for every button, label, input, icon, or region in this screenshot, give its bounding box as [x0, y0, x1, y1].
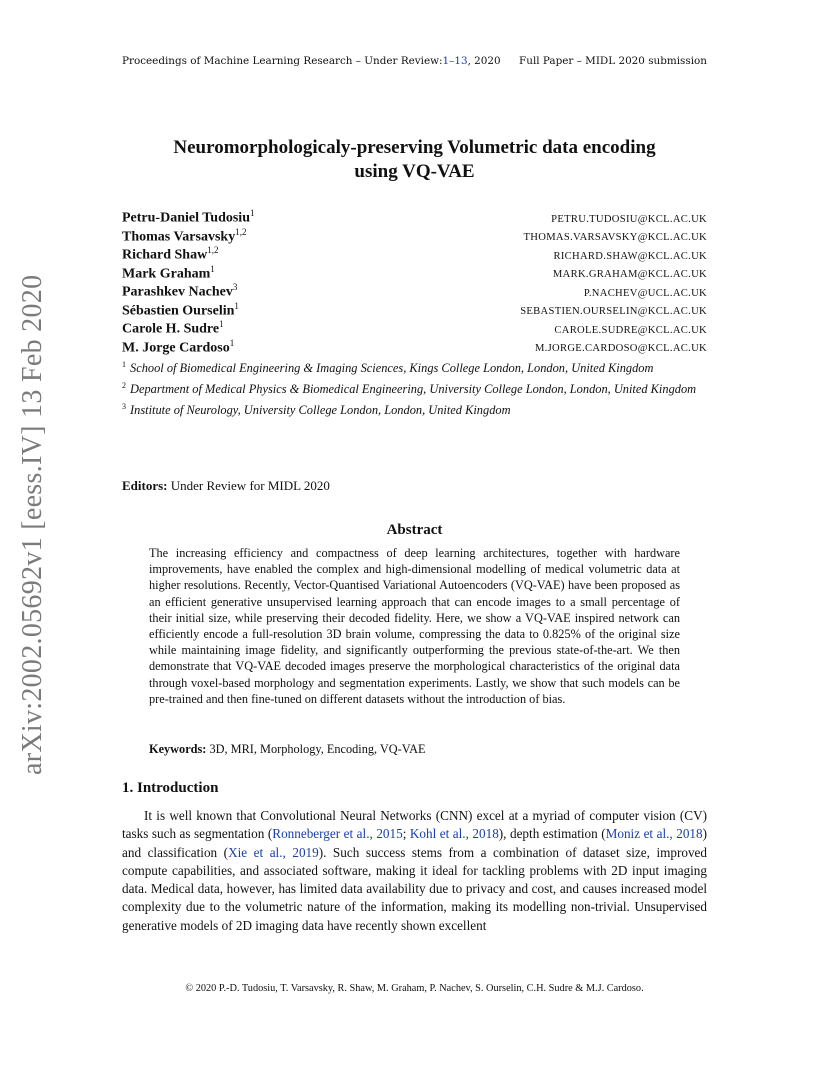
author-email: P.NACHEV@UCL.AC.UK	[583, 287, 707, 299]
author-email: CAROLE.SUDRE@KCL.AC.UK	[554, 324, 707, 336]
affiliation: $^1$ School of Biomedical Engineering & Imaging Sciences, Kings College London, London, United Kingdom	[122, 360, 654, 376]
author-name: Richard Shaw$^{1,2}$	[122, 245, 219, 263]
author-list	[122, 208, 707, 356]
author-row	[122, 264, 707, 283]
header-left: Proceedings of Machine Learning Research – Under Review:1–13, 2020	[122, 55, 501, 67]
editors-value: Under Review for MIDL 2020	[170, 478, 330, 493]
author-email: THOMAS.VARSAVSKY@KCL.AC.UK	[523, 232, 707, 244]
page-range-link[interactable]: 1–13	[442, 55, 468, 67]
affiliation: $^3$ Institute of Neurology, University College London, London, United Kingdom	[122, 402, 511, 418]
paper-title	[122, 136, 707, 184]
citation-link[interactable]: Ronneberger et al., 2015	[272, 826, 403, 842]
author-name: Petru-Daniel Tudosiu$^1$	[122, 208, 255, 226]
author-row	[122, 245, 707, 264]
keywords-label: Keywords:	[149, 742, 207, 756]
author-name: Thomas Varsavsky$^{1,2}$	[122, 226, 247, 245]
author-row	[122, 282, 707, 301]
author-name: Mark Graham$^1$	[122, 263, 215, 282]
abstract-heading: Abstract	[386, 522, 443, 538]
author-row	[122, 319, 707, 338]
author-email: RICHARD.SHAW@KCL.AC.UK	[553, 250, 707, 262]
affiliation: $^2$ Department of Medical Physics & Biomedical Engineering, University College London, London, United Kingdom	[122, 381, 697, 397]
editors-line	[122, 478, 330, 494]
abstract-body: The increasing efficiency and compactness of deep learning architectures, together with hardware improvements, have enabled the complex and high-dimensional modelling of medical volumetric data at higher resolutions. Recently, Vector-Quantised Variational Autoencoders (VQ-VAE) have been proposed as an efficient generative unsupervised learning approach that can encode images to a small percentage of their initial size, while preserving their decoded fidelity. Here, we show a VQ-VAE inspired network can efficiently encode a full-resolution 3D brain volume, compressing the data to 0.825% of the original size while maintaining image fidelity, and significantly outperforming the previous state-of-the-art. We then demonstrate that VQ-VAE decoded images preserve the morphological characteristics of the original data through voxel-based morphology and segmentation experiments. Lastly, we show that such models can be pre-trained and then fine-tuned on different datasets without the introduction of bias.	[149, 546, 680, 706]
editors-label: Editors:	[122, 478, 168, 493]
keywords-value: 3D, MRI, Morphology, Encoding, VQ-VAE	[209, 742, 426, 756]
section-heading: 1. Introduction	[122, 780, 219, 796]
author-name: Carole H. Sudre$^1$	[122, 319, 224, 337]
title-line-2: using VQ-VAE	[354, 161, 475, 182]
arxiv-stamp: arXiv:2002.05692v1 [eess.IV] 13 Feb 2020	[17, 274, 48, 775]
author-email: M.JORGE.CARDOSO@KCL.AC.UK	[534, 343, 707, 355]
header-right: Full Paper – MIDL 2020 submission	[519, 55, 707, 67]
citation-link[interactable]: Moniz et al., 2018	[605, 826, 703, 842]
citation-link[interactable]: Xie et al., 2019	[228, 844, 319, 860]
author-email: MARK.GRAHAM@KCL.AC.UK	[552, 269, 707, 281]
author-row	[122, 301, 707, 320]
citation-link[interactable]: Kohl et al., 2018	[409, 826, 499, 842]
author-name: Sébastien Ourselin$^1$	[122, 300, 239, 319]
title-line-1: Neuromorphologicaly-preserving Volumetric data encoding	[173, 137, 656, 158]
author-row	[122, 208, 707, 227]
author-email: SEBASTIEN.OURSELIN@KCL.AC.UK	[520, 306, 707, 318]
author-name: Parashkev Nachev$^3$	[122, 282, 238, 300]
author-email: PETRU.TUDOSIU@KCL.AC.UK	[551, 213, 707, 225]
keywords-line	[149, 742, 425, 757]
author-row	[122, 227, 707, 246]
author-row	[122, 338, 707, 357]
running-header	[122, 55, 707, 67]
copyright-footer: © 2020 P.-D. Tudosiu, T. Varsavsky, R. Shaw, M. Graham, P. Nachev, S. Ourselin, C.H. Sudre & M.J. Cardoso.	[185, 983, 644, 994]
affiliations	[122, 356, 707, 419]
intro-paragraph: It is well known that Convolutional Neural Networks (CNN) excel at a myriad of computer vision (CV) tasks such as segmentation (Ronneberger et al., 2015; Kohl et al., 2018), depth estimation (Moniz et al., 2018) and classification (Xie et al., 2019). Such success stems from a combination of dataset size, improved compute capabilities, and associated software, making it ideal for tackling problems with 2D input imaging data. Medical data, however, has limited data availability due to privacy and cost, and causes increased model complexity due to the volumetric nature of the information, making its modelling non-trivial. Unsupervised generative models of 2D imaging data have recently shown excellent	[122, 808, 708, 933]
author-name: M. Jorge Cardoso$^1$	[122, 337, 235, 356]
